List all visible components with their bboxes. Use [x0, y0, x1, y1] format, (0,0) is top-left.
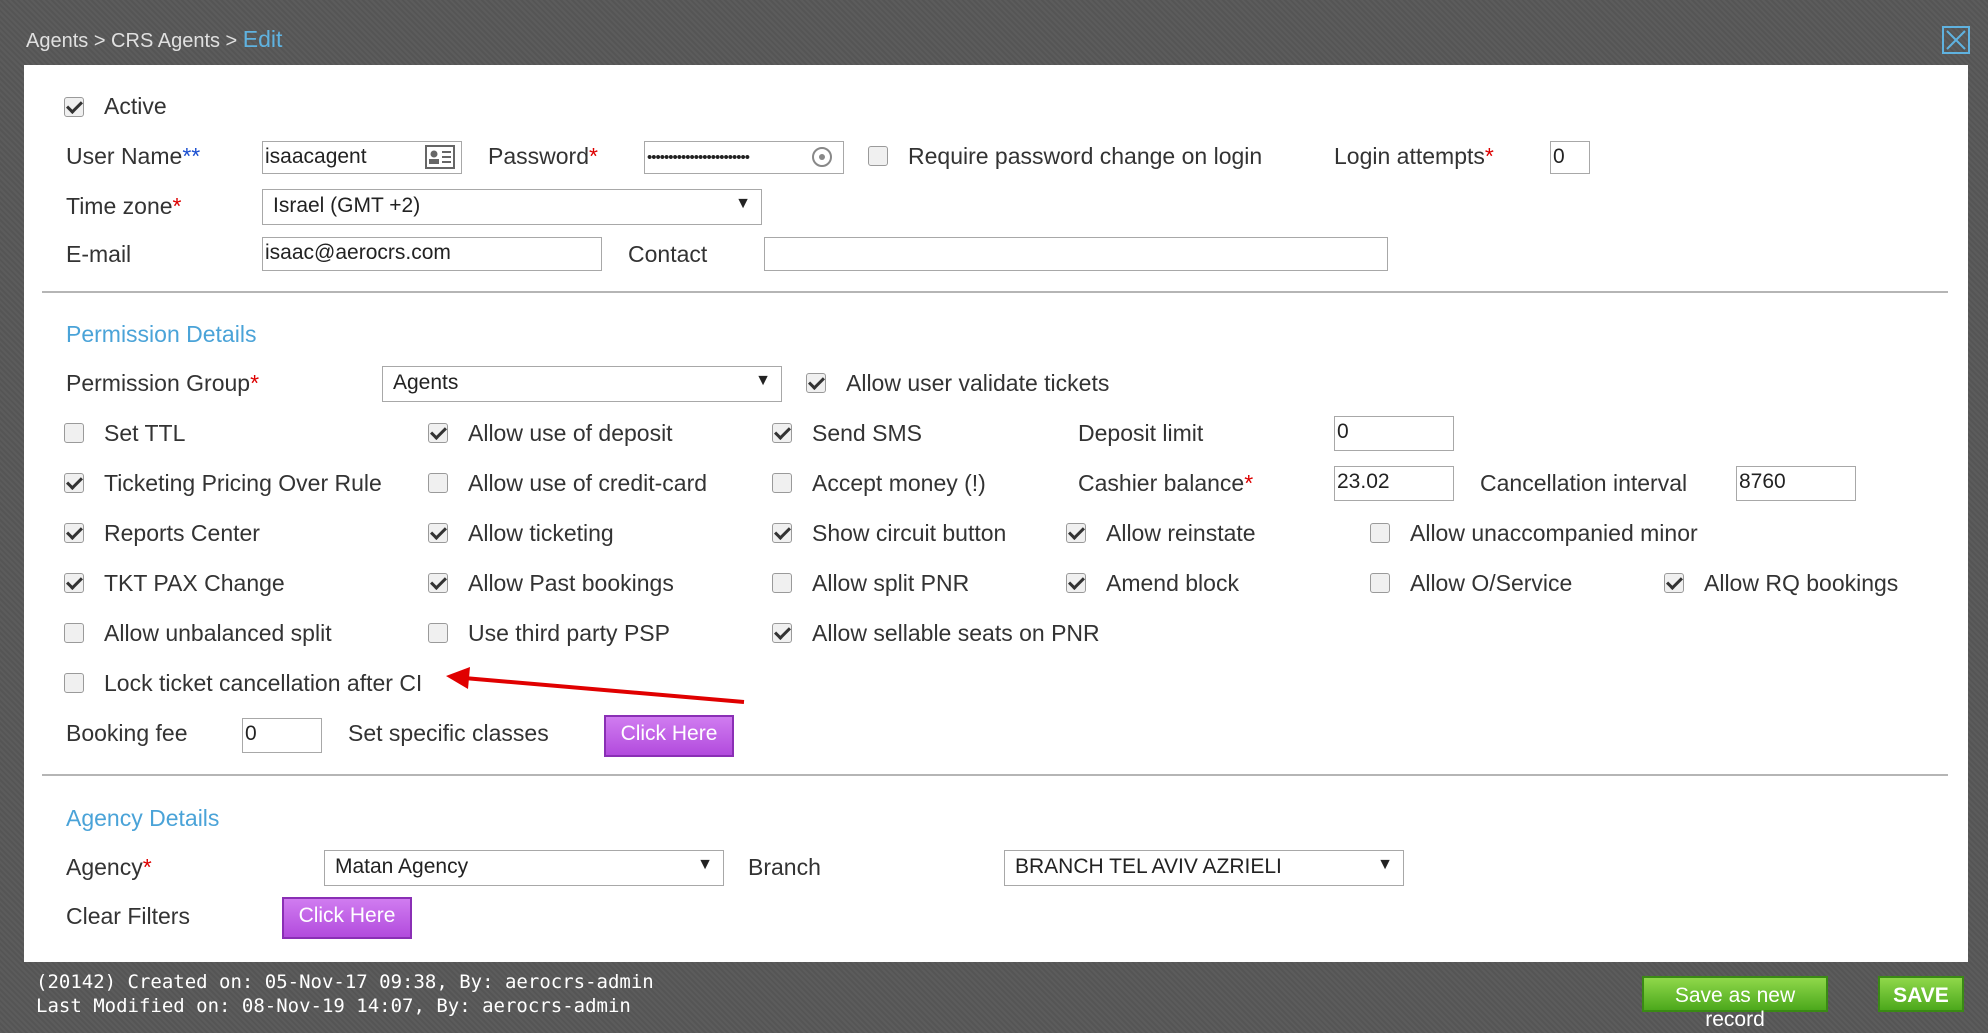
- login-attempts-input[interactable]: 0: [1550, 141, 1590, 174]
- created-info: (20142) Created on: 05-Nov-17 09:38, By: aerocrs-admin: [36, 971, 654, 993]
- save-as-new-record-button[interactable]: Save as new record: [1642, 976, 1828, 1012]
- accept-money-label: Accept money (!): [812, 470, 986, 496]
- amend-block-checkbox[interactable]: [1066, 573, 1086, 593]
- allow-past-bookings-checkbox[interactable]: [428, 573, 448, 593]
- amend-block-label: Amend block: [1106, 570, 1239, 596]
- save-button[interactable]: SAVE: [1878, 976, 1964, 1012]
- lock-ticket-cancellation-label: Lock ticket cancellation after CI: [104, 670, 423, 696]
- allow-deposit-label: Allow use of deposit: [468, 420, 673, 446]
- accept-money-checkbox[interactable]: [772, 473, 792, 493]
- contact-input[interactable]: [764, 237, 1388, 271]
- email-input[interactable]: isaac@aerocrs.com: [262, 237, 602, 271]
- cashier-balance-input[interactable]: 23.02: [1334, 466, 1454, 501]
- ticketing-pricing-label: Ticketing Pricing Over Rule: [104, 470, 382, 496]
- divider: [42, 774, 1948, 776]
- contact-label: Contact: [628, 241, 708, 267]
- set-ttl-checkbox[interactable]: [64, 423, 84, 443]
- clear-filters-button[interactable]: Click Here: [282, 897, 412, 939]
- allow-reinstate-label: Allow reinstate: [1106, 520, 1256, 546]
- booking-fee-input[interactable]: 0: [242, 718, 322, 753]
- login-attempts-label: Login attempts*: [1334, 143, 1494, 169]
- allow-deposit-checkbox[interactable]: [428, 423, 448, 443]
- allow-unaccompanied-checkbox[interactable]: [1370, 523, 1390, 543]
- password-reveal-icon[interactable]: [810, 145, 834, 169]
- timezone-select[interactable]: Israel (GMT +2) ▼: [262, 189, 762, 225]
- timezone-label: Time zone*: [66, 193, 182, 219]
- require-password-change-label: Require password change on login: [908, 143, 1263, 169]
- allow-split-pnr-label: Allow split PNR: [812, 570, 970, 596]
- edit-agent-panel: [24, 65, 1968, 962]
- chevron-down-icon: ▼: [735, 195, 751, 212]
- record-info: [36, 970, 654, 1018]
- clear-filters-label: Clear Filters: [66, 903, 190, 929]
- chevron-down-icon: ▼: [755, 372, 771, 389]
- username-input[interactable]: isaacagent: [262, 141, 462, 174]
- send-sms-label: Send SMS: [812, 420, 922, 446]
- active-label: Active: [104, 93, 167, 119]
- divider: [42, 291, 1948, 293]
- third-party-psp-checkbox[interactable]: [428, 623, 448, 643]
- specific-classes-label: Set specific classes: [348, 720, 549, 746]
- password-label: Password*: [488, 143, 598, 169]
- allow-ticketing-checkbox[interactable]: [428, 523, 448, 543]
- allow-unaccompanied-label: Allow unaccompanied minor: [1410, 520, 1698, 546]
- permission-details-title: Permission Details: [66, 321, 257, 347]
- annotation-arrow: [444, 661, 754, 711]
- permission-group-select[interactable]: Agents ▼: [382, 366, 782, 402]
- show-circuit-label: Show circuit button: [812, 520, 1007, 546]
- email-label: E-mail: [66, 241, 132, 267]
- branch-select[interactable]: BRANCH TEL AVIV AZRIELI ▼: [1004, 850, 1404, 886]
- breadcrumb-path[interactable]: Agents > CRS Agents >: [26, 30, 243, 52]
- chevron-down-icon: ▼: [1377, 856, 1393, 873]
- ticketing-pricing-checkbox[interactable]: [64, 473, 84, 493]
- booking-fee-label: Booking fee: [66, 720, 188, 746]
- deposit-limit-label: Deposit limit: [1078, 420, 1204, 446]
- show-circuit-checkbox[interactable]: [772, 523, 792, 543]
- third-party-psp-label: Use third party PSP: [468, 620, 670, 646]
- username-label: User Name**: [66, 143, 201, 169]
- allow-credit-card-checkbox[interactable]: [428, 473, 448, 493]
- allow-credit-card-label: Allow use of credit-card: [468, 470, 708, 496]
- agency-label: Agency*: [66, 854, 152, 880]
- branch-label: Branch: [748, 854, 821, 880]
- set-ttl-label: Set TTL: [104, 420, 186, 446]
- allow-rq-bookings-checkbox[interactable]: [1664, 573, 1684, 593]
- reports-center-checkbox[interactable]: [64, 523, 84, 543]
- contact-card-icon[interactable]: [425, 145, 455, 169]
- allow-unbalanced-split-checkbox[interactable]: [64, 623, 84, 643]
- cancellation-interval-label: Cancellation interval: [1480, 470, 1688, 496]
- cancellation-interval-input[interactable]: 8760: [1736, 466, 1856, 501]
- agency-details-title: Agency Details: [66, 805, 220, 831]
- allow-validate-tickets-label: Allow user validate tickets: [846, 370, 1110, 396]
- require-password-change-checkbox[interactable]: [868, 146, 888, 166]
- allow-oservice-checkbox[interactable]: [1370, 573, 1390, 593]
- allow-split-pnr-checkbox[interactable]: [772, 573, 792, 593]
- allow-sellable-seats-checkbox[interactable]: [772, 623, 792, 643]
- breadcrumb-current: Edit: [242, 26, 283, 52]
- allow-past-bookings-label: Allow Past bookings: [468, 570, 674, 596]
- deposit-limit-input[interactable]: 0: [1334, 416, 1454, 451]
- allow-oservice-label: Allow O/Service: [1410, 570, 1573, 596]
- send-sms-checkbox[interactable]: [772, 423, 792, 443]
- tkt-pax-change-checkbox[interactable]: [64, 573, 84, 593]
- allow-unbalanced-split-label: Allow unbalanced split: [104, 620, 332, 646]
- allow-validate-tickets-checkbox[interactable]: [806, 373, 826, 393]
- active-checkbox[interactable]: [64, 97, 84, 117]
- chevron-down-icon: ▼: [697, 856, 713, 873]
- close-icon: [1946, 30, 1966, 50]
- agency-select[interactable]: Matan Agency ▼: [324, 850, 724, 886]
- permission-group-label: Permission Group*: [66, 370, 260, 396]
- tkt-pax-change-label: TKT PAX Change: [104, 570, 285, 596]
- allow-rq-bookings-label: Allow RQ bookings: [1704, 570, 1899, 596]
- breadcrumb: [26, 26, 282, 53]
- set-specific-classes-button[interactable]: Click Here: [604, 715, 734, 757]
- modified-info: Last Modified on: 08-Nov-19 14:07, By: aerocrs-admin: [36, 995, 631, 1017]
- reports-center-label: Reports Center: [104, 520, 260, 546]
- close-button[interactable]: [1942, 26, 1970, 54]
- cashier-balance-label: Cashier balance*: [1078, 470, 1254, 496]
- password-input[interactable]: ••••••••••••••••••••••••: [644, 141, 844, 174]
- allow-sellable-seats-label: Allow sellable seats on PNR: [812, 620, 1100, 646]
- allow-reinstate-checkbox[interactable]: [1066, 523, 1086, 543]
- lock-ticket-cancellation-checkbox[interactable]: [64, 673, 84, 693]
- allow-ticketing-label: Allow ticketing: [468, 520, 614, 546]
